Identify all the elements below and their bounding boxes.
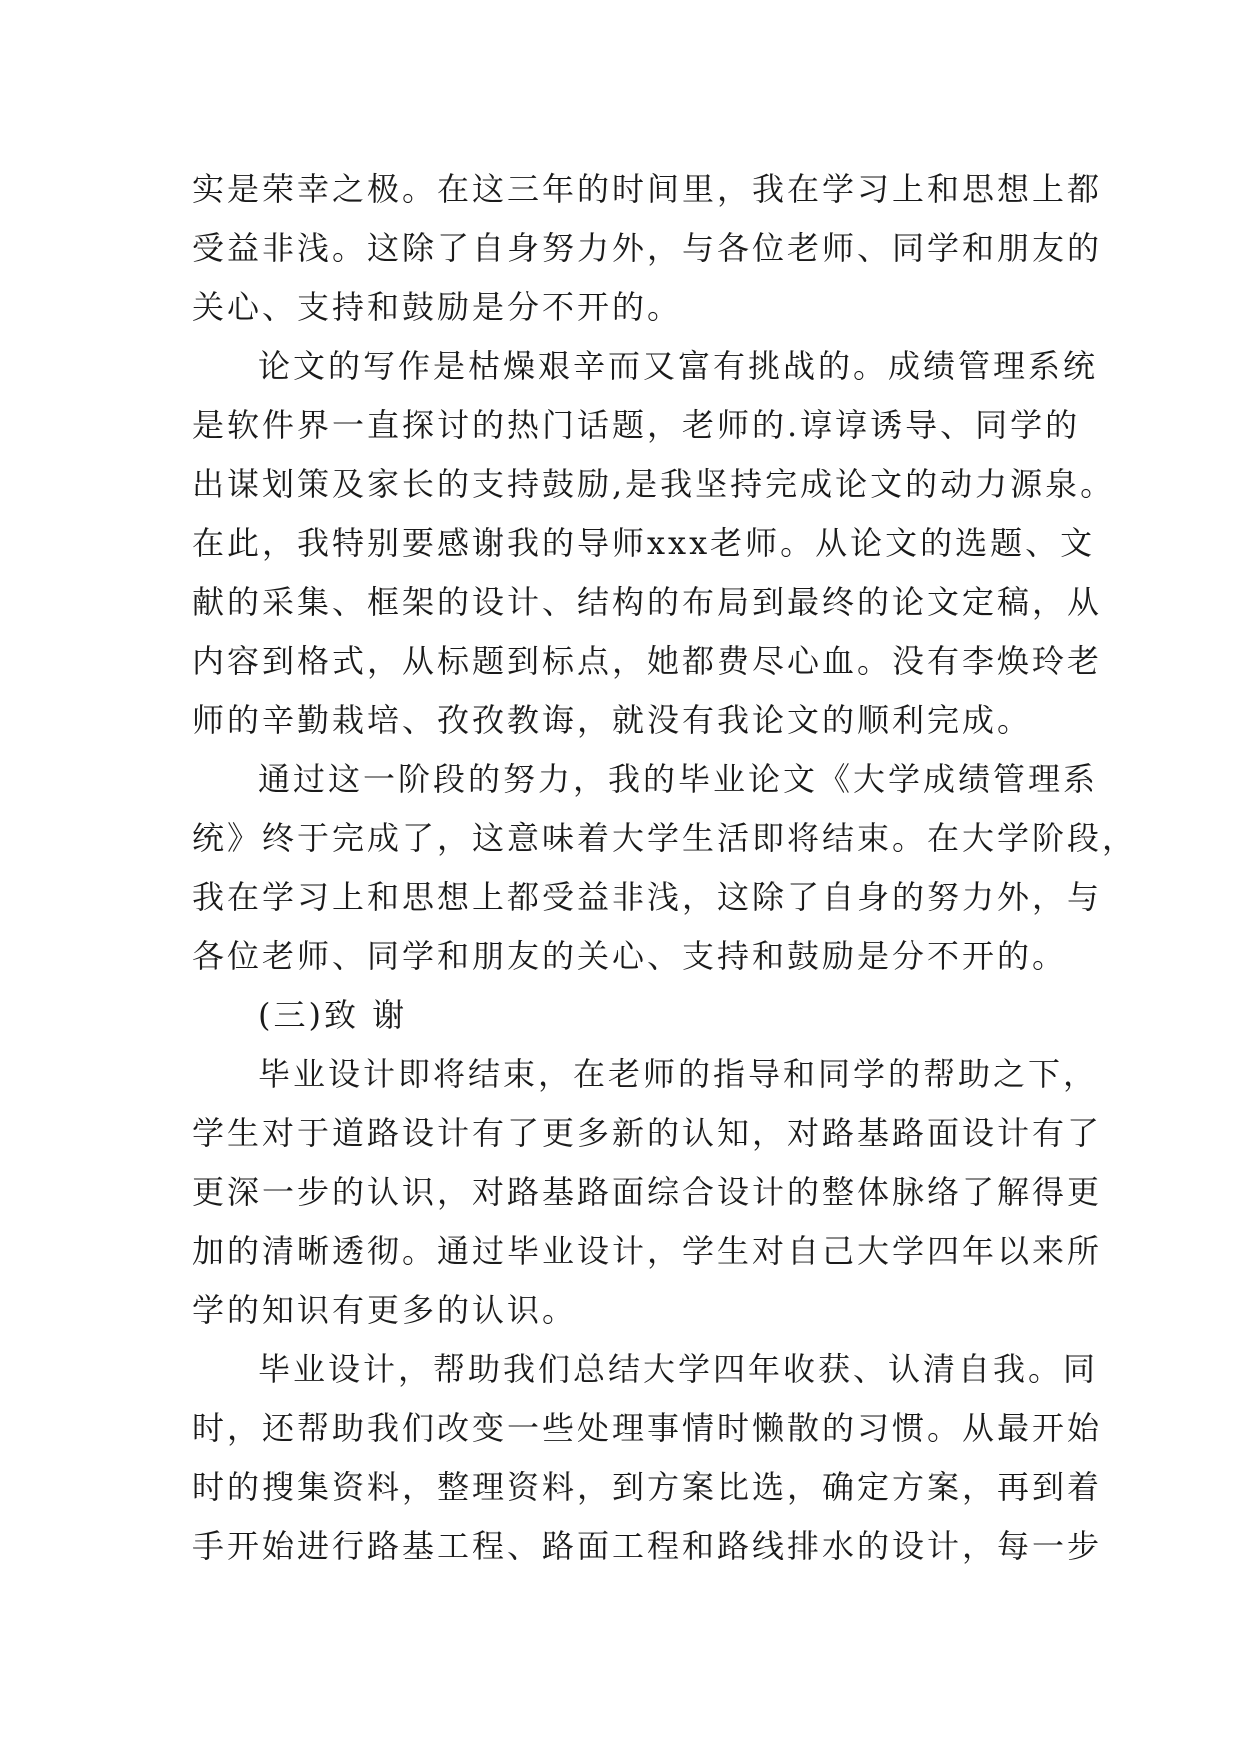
text-line: 各位老师、同学和朋友的关心、支持和鼓励是分不开的。 — [192, 937, 1068, 975]
text-line: 加的清晰透彻。通过毕业设计，学生对自己大学四年以来所 — [192, 1232, 1103, 1270]
document-body — [192, 160, 1138, 1576]
text-line: 论文的写作是枯燥艰辛而又富有挑战的。成绩管理系统 — [258, 347, 1099, 385]
text-line: 献的采集、框架的设计、结构的布局到最终的论文定稿，从 — [192, 583, 1103, 621]
text-line: 时的搜集资料，整理资料，到方案比选，确定方案，再到着 — [192, 1468, 1103, 1506]
paragraph-3 — [192, 750, 1138, 986]
text-line: 学生对于道路设计有了更多新的认知，对路基路面设计有了 — [192, 1114, 1103, 1152]
text-line: 是软件界一直探讨的热门话题，老师的.谆谆诱导、同学的 — [192, 406, 1081, 444]
text-line: 受益非浅。这除了自身努力外，与各位老师、同学和朋友的 — [192, 229, 1103, 267]
section-heading: (三)致 谢 — [258, 996, 408, 1034]
text-line: 实是荣幸之极。在这三年的时间里，我在学习上和思想上都 — [192, 170, 1103, 208]
text-line: 内容到格式，从标题到标点，她都费尽心血。没有李焕玲老 — [192, 642, 1103, 680]
text-line: 毕业设计即将结束，在老师的指导和同学的帮助之下， — [258, 1055, 1099, 1093]
text-line: 毕业设计，帮助我们总结大学四年收获、认清自我。同 — [258, 1350, 1099, 1388]
text-line: 师的辛勤栽培、孜孜教诲，就没有我论文的顺利完成。 — [192, 701, 1033, 739]
text-line: 手开始进行路基工程、路面工程和路线排水的设计，每一步 — [192, 1527, 1103, 1565]
text-line: 在此，我特别要感谢我的导师xxx老师。从论文的选题、文 — [192, 524, 1096, 562]
text-line: 更深一步的认识，对路基路面综合设计的整体脉络了解得更 — [192, 1173, 1103, 1211]
paragraph-5 — [192, 1340, 1103, 1576]
text-line: 关心、支持和鼓励是分不开的。 — [192, 288, 683, 326]
paragraph-1 — [192, 160, 1103, 337]
section-heading-acknowledgement — [192, 986, 1072, 1045]
text-line: 出谋划策及家长的支持鼓励,是我坚持完成论文的动力源泉。 — [192, 465, 1116, 503]
paragraph-4 — [192, 1045, 1103, 1340]
text-line: 我在学习上和思想上都受益非浅，这除了自身的努力外，与 — [192, 878, 1103, 916]
text-line: 学的知识有更多的认识。 — [192, 1291, 578, 1329]
text-line: 时，还帮助我们改变一些处理事情时懒散的习惯。从最开始 — [192, 1409, 1103, 1447]
paragraph-2 — [192, 337, 1116, 750]
text-line: 通过这一阶段的努力，我的毕业论文《大学成绩管理系 — [258, 760, 1099, 798]
text-line: 统》终于完成了，这意味着大学生活即将结束。在大学阶段， — [192, 819, 1138, 857]
